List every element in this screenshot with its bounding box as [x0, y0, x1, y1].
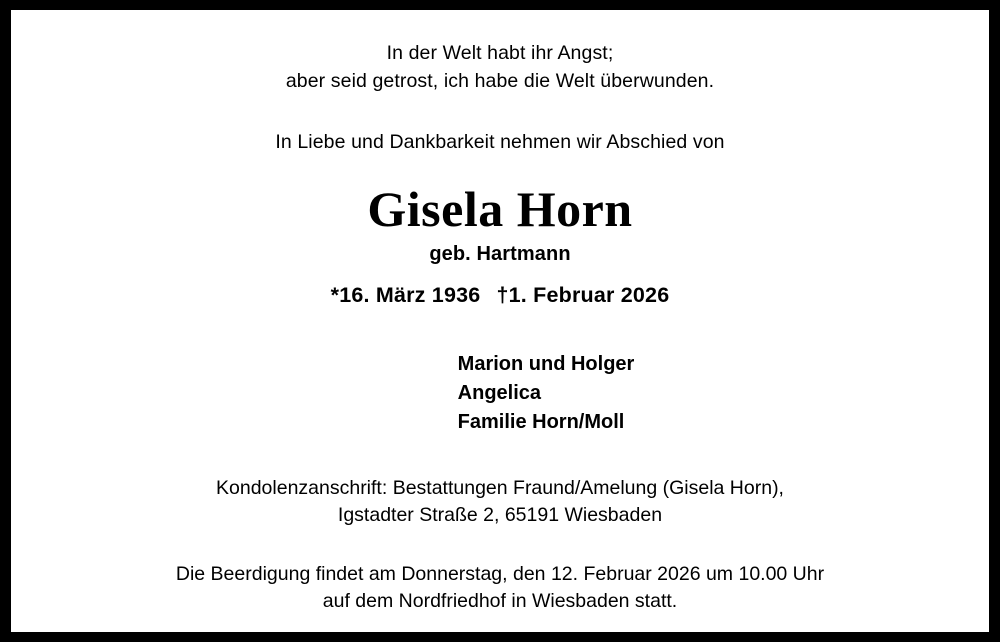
verse-line-2: aber seid getrost, ich habe die Welt überwunden.	[285, 69, 715, 92]
verse-line-1: In der Welt habt ihr Angst;	[386, 42, 614, 64]
verse-block	[286, 40, 714, 95]
funeral-details	[176, 561, 824, 615]
condolence-line-2: Igstadter Straße 2, 65191 Wiesbaden	[337, 504, 663, 527]
intro-text: In Liebe und Dankbarkeit nehmen wir Abschied von	[275, 131, 725, 154]
list-item: Angelica	[457, 382, 542, 405]
life-dates	[331, 283, 670, 308]
obituary-card	[11, 10, 989, 632]
survivors-list	[458, 350, 635, 437]
funeral-line-1: Die Beerdigung findet am Donnerstag, den 12. Februar 2026 um 10.00 Uhr	[175, 563, 825, 586]
birth-date: *16. März 1936	[330, 283, 481, 308]
list-item: Marion und Holger	[457, 353, 635, 376]
condolence-address	[216, 475, 784, 529]
condolence-line-1: Kondolenzanschrift: Bestattungen Fraund/Amelung (Gisela Horn),	[216, 477, 784, 500]
list-item: Familie Horn/Moll	[457, 411, 625, 434]
deceased-name: Gisela Horn	[367, 181, 633, 238]
funeral-line-2: auf dem Nordfriedhof in Wiesbaden statt.	[322, 590, 678, 613]
deceased-block	[331, 182, 670, 308]
death-date: †1. Februar 2026	[496, 283, 670, 308]
maiden-name: geb. Hartmann	[429, 243, 571, 266]
